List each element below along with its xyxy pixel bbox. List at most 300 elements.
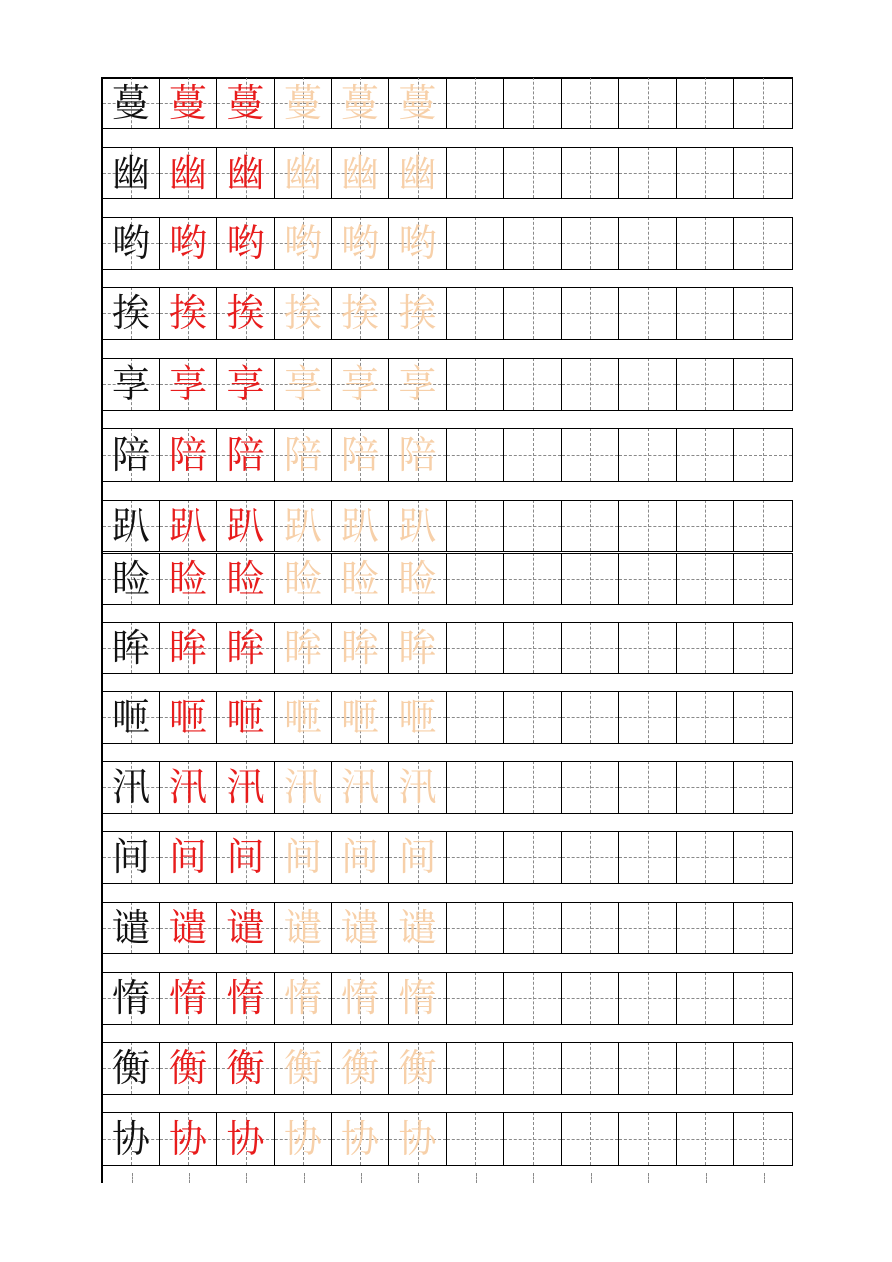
grid-cell	[160, 691, 217, 744]
guide-line-horizontal	[734, 857, 792, 858]
grid-cell	[275, 147, 332, 199]
model-character: 眸	[111, 625, 150, 670]
traced-character: 幽	[168, 150, 207, 195]
guide-line-horizontal	[734, 1068, 792, 1069]
faded-character: 协	[340, 1116, 379, 1161]
traced-character: 咂	[226, 695, 265, 739]
grid-cell	[619, 500, 677, 552]
faded-character: 哟	[398, 221, 437, 265]
traced-character: 蔓	[168, 80, 207, 125]
guide-line-horizontal	[677, 1068, 733, 1069]
guide-line-horizontal	[562, 717, 618, 718]
grid-cell	[217, 428, 275, 482]
practice-row	[103, 622, 793, 674]
grid-cell	[217, 358, 275, 411]
guide-line-horizontal	[562, 857, 618, 858]
grid-cell	[734, 287, 793, 340]
traced-character: 趴	[226, 503, 265, 548]
faded-character: 幽	[283, 150, 322, 195]
row-top-line	[103, 358, 793, 359]
model-character: 睑	[111, 556, 150, 601]
faded-character: 衡	[283, 1046, 322, 1090]
grid-cell	[332, 622, 389, 674]
model-character: 挨	[111, 291, 150, 335]
traced-character: 谴	[168, 905, 207, 950]
grid-cell	[275, 902, 332, 954]
grid-cell	[389, 428, 447, 482]
grid-cell	[562, 622, 619, 674]
grid-cell	[447, 691, 504, 744]
traced-character: 衡	[226, 1046, 265, 1090]
traced-character: 惰	[168, 976, 207, 1020]
guide-line-horizontal	[734, 243, 792, 244]
guide-line-horizontal	[562, 243, 618, 244]
practice-row	[103, 761, 793, 814]
faded-character: 眸	[340, 625, 379, 670]
grid-cell	[734, 217, 793, 270]
grid-cell	[389, 831, 447, 884]
traced-character: 享	[168, 362, 207, 406]
grid-cell	[275, 553, 332, 605]
guide-line-horizontal	[619, 526, 676, 527]
practice-row	[103, 553, 793, 605]
grid-cell	[562, 358, 619, 411]
guide-line-horizontal	[677, 928, 733, 929]
model-character: 协	[111, 1116, 150, 1161]
grid-cell	[677, 553, 734, 605]
practice-sheet	[101, 77, 793, 1183]
guide-line-horizontal	[562, 313, 618, 314]
guide-line-horizontal	[619, 243, 676, 244]
grid-cell	[160, 761, 217, 814]
model-character: 陪	[111, 432, 150, 477]
grid-cell	[677, 972, 734, 1025]
row-top-line	[103, 77, 793, 78]
traced-character: 幽	[226, 150, 265, 195]
faded-character: 蔓	[283, 80, 322, 125]
guide-line-horizontal	[447, 648, 503, 649]
traced-character: 睑	[226, 556, 265, 601]
grid-cell	[160, 217, 217, 270]
grid-cell	[217, 147, 275, 199]
faded-character: 蔓	[340, 80, 379, 125]
grid-cell	[447, 831, 504, 884]
grid-cell	[562, 831, 619, 884]
practice-row	[103, 691, 793, 744]
grid-cell	[332, 1042, 389, 1095]
guide-line-horizontal	[677, 173, 733, 174]
grid-cell	[275, 77, 332, 129]
guide-line-horizontal	[734, 103, 792, 104]
guide-line-horizontal	[562, 579, 618, 580]
grid-cell	[275, 972, 332, 1025]
grid-cell	[447, 77, 504, 129]
traced-character: 眸	[168, 625, 207, 670]
guide-line-horizontal	[619, 717, 676, 718]
grid-cell	[103, 902, 160, 954]
guide-line-horizontal	[562, 526, 618, 527]
grid-cell	[619, 147, 677, 199]
traced-character: 谴	[226, 905, 265, 950]
grid-cell	[734, 761, 793, 814]
row-top-line	[103, 1112, 793, 1113]
practice-row	[103, 500, 793, 552]
grid-cell	[677, 831, 734, 884]
grid-cell	[734, 831, 793, 884]
traced-character: 哟	[168, 221, 207, 265]
guide-line-horizontal	[619, 998, 676, 999]
guide-line-horizontal	[619, 1139, 676, 1140]
grid-cell	[677, 761, 734, 814]
grid-cell	[275, 1112, 332, 1166]
guide-line-horizontal	[734, 526, 792, 527]
faded-character: 眸	[283, 625, 322, 670]
grid-cell	[504, 553, 562, 605]
guide-line-horizontal	[677, 1139, 733, 1140]
faded-character: 幽	[398, 150, 437, 195]
guide-line-vertical	[246, 1173, 247, 1183]
grid-cell	[447, 1042, 504, 1095]
guide-line-horizontal	[677, 787, 733, 788]
grid-cell	[447, 553, 504, 605]
grid-cell	[389, 691, 447, 744]
grid-cell	[275, 1042, 332, 1095]
practice-row	[103, 1112, 793, 1166]
guide-line-horizontal	[734, 928, 792, 929]
guide-line-horizontal	[447, 579, 503, 580]
grid-cell	[389, 553, 447, 605]
guide-line-horizontal	[619, 648, 676, 649]
row-top-line	[103, 761, 793, 762]
guide-line-horizontal	[734, 384, 792, 385]
grid-cell	[217, 1042, 275, 1095]
grid-cell	[619, 1112, 677, 1166]
grid-cell	[275, 287, 332, 340]
row-top-line	[103, 428, 793, 429]
grid-cell	[447, 972, 504, 1025]
faded-character: 惰	[398, 976, 437, 1020]
grid-cell	[160, 831, 217, 884]
model-character: 蔓	[111, 80, 150, 125]
guide-line-horizontal	[447, 384, 503, 385]
grid-cell	[389, 500, 447, 552]
guide-line-horizontal	[504, 384, 561, 385]
grid-cell	[103, 1112, 160, 1166]
guide-line-vertical	[189, 1173, 190, 1183]
grid-cell	[504, 217, 562, 270]
guide-line-horizontal	[504, 1068, 561, 1069]
grid-cell	[619, 217, 677, 270]
grid-cell	[103, 831, 160, 884]
guide-line-horizontal	[504, 103, 561, 104]
faded-character: 咂	[283, 695, 322, 739]
grid-cell	[332, 147, 389, 199]
guide-line-horizontal	[562, 928, 618, 929]
grid-cell	[504, 761, 562, 814]
grid-cell	[734, 902, 793, 954]
guide-line-vertical	[591, 1173, 592, 1183]
grid-cell	[217, 691, 275, 744]
grid-cell	[160, 553, 217, 605]
grid-cell	[332, 428, 389, 482]
grid-cell	[734, 691, 793, 744]
grid-cell	[389, 147, 447, 199]
faded-character: 衡	[340, 1046, 379, 1090]
guide-line-horizontal	[504, 526, 561, 527]
guide-line-horizontal	[562, 103, 618, 104]
model-character: 趴	[111, 503, 150, 548]
grid-cell	[217, 902, 275, 954]
grid-cell	[389, 217, 447, 270]
grid-cell	[562, 1042, 619, 1095]
guide-line-horizontal	[677, 717, 733, 718]
guide-line-horizontal	[562, 173, 618, 174]
faded-character: 汛	[398, 765, 437, 809]
grid-cell	[217, 622, 275, 674]
guide-line-horizontal	[504, 455, 561, 456]
faded-character: 谴	[340, 905, 379, 950]
grid-cell	[103, 147, 160, 199]
guide-line-horizontal	[447, 1139, 503, 1140]
guide-line-horizontal	[504, 1139, 561, 1140]
guide-line-horizontal	[504, 928, 561, 929]
faded-character: 享	[283, 362, 322, 406]
grid-cell	[332, 217, 389, 270]
practice-row	[103, 972, 793, 1025]
grid-cell	[619, 287, 677, 340]
grid-cell	[103, 217, 160, 270]
grid-cell	[504, 691, 562, 744]
grid-cell	[447, 1112, 504, 1166]
faded-character: 惰	[340, 976, 379, 1020]
guide-line-horizontal	[677, 857, 733, 858]
guide-line-horizontal	[562, 1139, 618, 1140]
grid-cell	[677, 287, 734, 340]
grid-cell	[734, 553, 793, 605]
grid-cell	[332, 500, 389, 552]
guide-line-horizontal	[677, 648, 733, 649]
grid-cell	[562, 972, 619, 1025]
grid-cell	[562, 500, 619, 552]
grid-cell	[275, 761, 332, 814]
model-character: 享	[111, 362, 150, 406]
faded-character: 陪	[283, 432, 322, 477]
faded-character: 享	[398, 362, 437, 406]
faded-character: 间	[340, 835, 379, 879]
grid-cell	[103, 761, 160, 814]
grid-cell	[217, 500, 275, 552]
grid-cell	[275, 217, 332, 270]
faded-character: 陪	[340, 432, 379, 477]
grid-cell	[160, 428, 217, 482]
traced-character: 惰	[226, 976, 265, 1020]
traced-character: 眸	[226, 625, 265, 670]
faded-character: 咂	[398, 695, 437, 739]
guide-line-horizontal	[619, 1068, 676, 1069]
grid-cell	[332, 831, 389, 884]
grid-cell	[389, 358, 447, 411]
grid-cell	[332, 358, 389, 411]
faded-character: 挨	[283, 291, 322, 335]
grid-cell	[217, 77, 275, 129]
traced-character: 哟	[226, 221, 265, 265]
faded-character: 谴	[398, 905, 437, 950]
traced-character: 汛	[226, 765, 265, 809]
guide-line-horizontal	[677, 384, 733, 385]
grid-cell	[275, 500, 332, 552]
grid-cell	[103, 691, 160, 744]
faded-character: 幽	[340, 150, 379, 195]
guide-line-horizontal	[619, 173, 676, 174]
guide-line-horizontal	[447, 173, 503, 174]
guide-line-horizontal	[734, 313, 792, 314]
grid-cell	[103, 287, 160, 340]
grid-cell	[677, 1042, 734, 1095]
grid-cell	[160, 902, 217, 954]
grid-cell	[332, 77, 389, 129]
guide-line-vertical	[648, 1173, 649, 1183]
traced-character: 协	[226, 1116, 265, 1161]
guide-line-horizontal	[504, 648, 561, 649]
guide-line-vertical	[476, 1173, 477, 1183]
guide-line-vertical	[706, 1173, 707, 1183]
guide-line-horizontal	[447, 103, 503, 104]
grid-cell	[504, 358, 562, 411]
guide-line-horizontal	[677, 455, 733, 456]
grid-cell	[504, 1112, 562, 1166]
grid-cell	[389, 1112, 447, 1166]
row-top-line	[103, 500, 793, 501]
grid-cell	[447, 147, 504, 199]
guide-line-vertical	[764, 1173, 765, 1183]
row-top-line	[103, 217, 793, 218]
guide-line-horizontal	[562, 998, 618, 999]
grid-cell	[677, 622, 734, 674]
grid-cell	[447, 622, 504, 674]
guide-line-horizontal	[504, 579, 561, 580]
grid-cell	[562, 147, 619, 199]
grid-cell	[562, 691, 619, 744]
grid-cell	[504, 831, 562, 884]
faded-character: 哟	[340, 221, 379, 265]
grid-cell	[504, 622, 562, 674]
faded-character: 哟	[283, 221, 322, 265]
grid-cell	[734, 1112, 793, 1166]
grid-cell	[447, 428, 504, 482]
traced-character: 协	[168, 1116, 207, 1161]
guide-line-horizontal	[619, 313, 676, 314]
traced-character: 陪	[226, 432, 265, 477]
guide-line-horizontal	[677, 526, 733, 527]
practice-row	[103, 831, 793, 884]
grid-cell	[562, 77, 619, 129]
guide-line-horizontal	[619, 857, 676, 858]
model-character: 哟	[111, 221, 150, 265]
faded-character: 享	[340, 362, 379, 406]
grid-cell	[389, 1042, 447, 1095]
faded-character: 协	[283, 1116, 322, 1161]
faded-character: 睑	[340, 556, 379, 601]
grid-cell	[447, 500, 504, 552]
guide-line-horizontal	[677, 998, 733, 999]
grid-cell	[504, 287, 562, 340]
practice-row	[103, 77, 793, 129]
guide-line-horizontal	[734, 717, 792, 718]
grid-cell	[504, 77, 562, 129]
traced-character: 汛	[168, 765, 207, 809]
grid-cell	[619, 553, 677, 605]
guide-line-vertical	[304, 1173, 305, 1183]
guide-line-horizontal	[619, 928, 676, 929]
grid-cell	[332, 902, 389, 954]
practice-row	[103, 217, 793, 270]
guide-line-horizontal	[619, 384, 676, 385]
grid-cell	[619, 972, 677, 1025]
model-character: 谴	[111, 905, 150, 950]
grid-cell	[562, 287, 619, 340]
row-top-line	[103, 287, 793, 288]
grid-cell	[734, 77, 793, 129]
traced-character: 陪	[168, 432, 207, 477]
guide-line-horizontal	[734, 787, 792, 788]
guide-line-horizontal	[734, 455, 792, 456]
grid-cell	[103, 1042, 160, 1095]
guide-line-horizontal	[447, 787, 503, 788]
practice-row	[103, 287, 793, 340]
grid-cell	[734, 1042, 793, 1095]
grid-cell	[389, 77, 447, 129]
grid-cell	[275, 831, 332, 884]
grid-cell	[160, 358, 217, 411]
guide-line-horizontal	[504, 243, 561, 244]
faded-character: 汛	[340, 765, 379, 809]
traced-character: 享	[226, 362, 265, 406]
grid-cell	[677, 358, 734, 411]
grid-cell	[504, 902, 562, 954]
guide-line-vertical	[132, 1173, 133, 1183]
grid-cell	[562, 761, 619, 814]
traced-character: 衡	[168, 1046, 207, 1090]
traced-character: 咂	[168, 695, 207, 739]
faded-character: 汛	[283, 765, 322, 809]
guide-line-horizontal	[677, 579, 733, 580]
faded-character: 趴	[283, 503, 322, 548]
grid-cell	[504, 428, 562, 482]
guide-line-horizontal	[619, 579, 676, 580]
grid-cell	[103, 553, 160, 605]
guide-line-horizontal	[677, 243, 733, 244]
grid-cell	[619, 1042, 677, 1095]
model-character: 衡	[111, 1046, 150, 1090]
faded-character: 挨	[340, 291, 379, 335]
grid-cell	[160, 622, 217, 674]
model-character: 汛	[111, 765, 150, 809]
guide-line-horizontal	[504, 857, 561, 858]
grid-cell	[619, 358, 677, 411]
guide-line-horizontal	[734, 648, 792, 649]
grid-cell	[619, 902, 677, 954]
grid-cell	[160, 500, 217, 552]
guide-line-horizontal	[619, 103, 676, 104]
grid-cell	[562, 217, 619, 270]
grid-cell	[562, 553, 619, 605]
grid-cell	[389, 622, 447, 674]
guide-line-horizontal	[447, 243, 503, 244]
grid-cell	[734, 622, 793, 674]
guide-line-horizontal	[504, 998, 561, 999]
grid-cell	[389, 902, 447, 954]
practice-row	[103, 1042, 793, 1095]
